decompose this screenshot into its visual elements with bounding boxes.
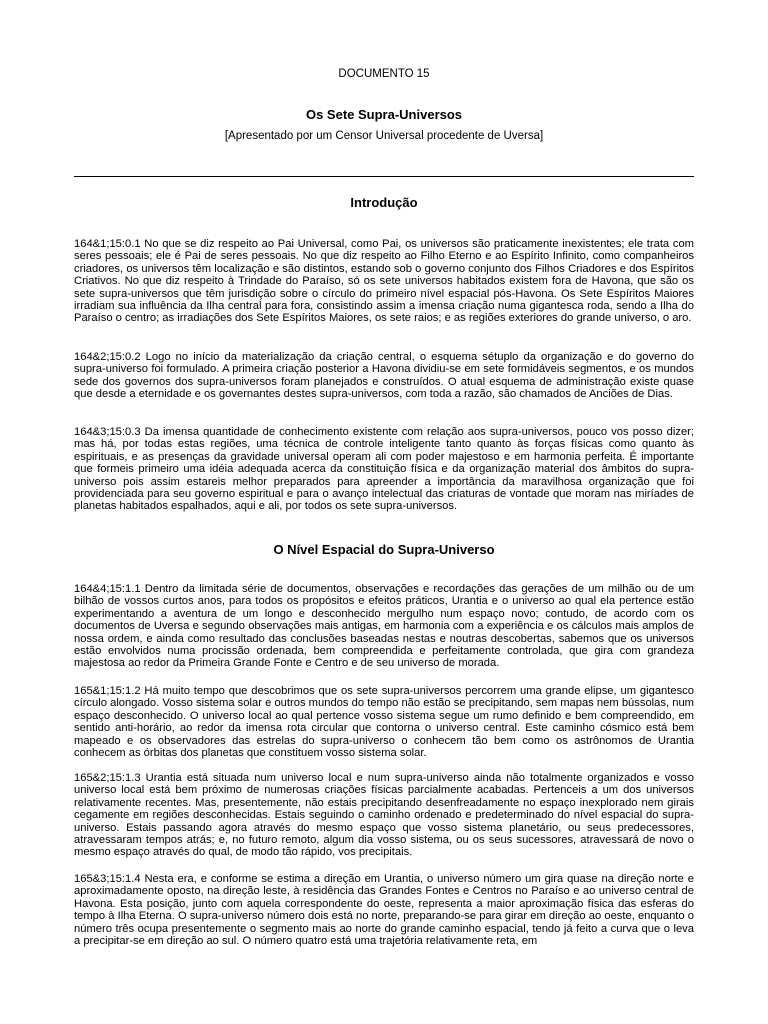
section-heading-introduction: Introdução xyxy=(350,195,418,210)
paragraph-15-1-4: 165&3;15:1.4 Nesta era, e conforme se estima a direção em Urantia, o universo número um gira quase na direção norte e aproximadamente oposto, na direção leste, à residência das Grandes Fontes e Centros no Paraíso e ao universo central de Havona. Esta posição, junto com aquela correspondente do oeste, representa a maior aproximação física das esferas do tempo à Ilha Eterna. O supra-universo número dois está no norte, preparando-se para girar em direção ao oeste, enquanto o número três ocupa presentemente o segmento mais ao norte do grande caminho espacial, tendo já feito a curva que o leva a precipitar-se em direção ao sul. O número quatro está uma trajetória relativamente reta, em xyxy=(74,873,694,948)
paragraph-15-1-2: 165&1;15:1.2 Há muito tempo que descobrimos que os sete supra-universos percorrem uma grande elipse, um gigantesco círculo alongado. Vosso sistema solar e outros mundos do tempo não estão se precipitando, sem mapas nem bússolas, num espaço desconhecido. O universo local ao qual pertence vosso sistema segue um rumo definido e bem compreendido, em sentido anti-horário, ao redor da imensa rota circular que contorna o universo central. Este caminho cósmico está bem mapeado e os observadores das estrelas do supra-universo o conhecem tão bem como os astrônomos de Urantia conhecem as órbitas dos planetas que constituem vosso sistema solar. xyxy=(74,685,694,760)
document-title: Os Sete Supra-Universos xyxy=(305,107,463,122)
paragraph-15-1-3: 165&2;15:1.3 Urantia está situada num universo local e num supra-universo ainda não totalmente organizados e vosso universo local está bem próximo de numerosas criações físicas parcialmente acabadas. Pertenceis a um dos universos relativamente recentes. Mas, presentemente, não estais precipitando desenfreadamente no espaço inexplorado nem girais cegamente em regiões desconhecidas. Estais seguindo o caminho ordenado e predeterminado do nível espacial do supra-universo. Estais passando agora através do mesmo espaço que vosso sistema planetário, ou seus predecessores, atravessaram tempos atrás; e, no futuro remoto, algum dia vosso sistema, ou os seus sucessores, atravessará de novo o mesmo espaço através do qual, de modo tão rápido, vos precipitais. xyxy=(74,772,694,859)
section-heading-space-level: O Nível Espacial do Supra-Universo xyxy=(273,542,495,557)
horizontal-divider xyxy=(74,176,694,177)
paragraph-15-0-3: 164&3;15:0.3 Da imensa quantidade de conhecimento existente com relação aos supra-universos, pouco vos posso dizer; mas há, por todas estas regiões, uma técnica de controle inteligente tanto quanto às forças físicas como quanto às espirituais, e as presenças da gravidade universal operam ali com poder majestoso e em harmonia perfeita. É importante que formeis primeiro uma idéia adequada acerca da constituição física e da organização material dos âmbitos do supra-universo pois assim estareis melhor preparados para apreender a importância da maravilhosa organização que foi providenciada para seu governo espiritual e para o avanço intelectual das criaturas de vontade que moram nas miríades de planetas habitados espalhados, aqui e ali, por todos os sete supra-universos. xyxy=(74,426,694,513)
paragraph-15-0-1: 164&1;15:0.1 No que se diz respeito ao Pai Universal, como Pai, os universos são praticamente inexistentes; ele trata com seres pessoais; ele é Pai de seres pessoais. No que diz respeito ao Filho Eterno e ao Espírito Infinito, como companheiros criadores, os universos têm localização e são distintos, estando sob o governo conjunto dos Filhos Criadores e dos Espíritos Criativos. No que diz respeito à Trindade do Paraíso, só os sete universos habitados existem fora de Havona, que são os sete supra-universos que têm jurisdição sobre o círculo do primeiro nível espacial pós-Havona. Os Sete Espíritos Maiores irradiam sua influência da Ilha central para fora, consistindo assim a imensa criação numa gigantesca roda, sendo a Ilha do Paraíso o centro; as irradiações dos Sete Espíritos Maiores, os sete raios; e as regiões exteriores do grande universo, o aro. xyxy=(74,238,694,325)
paragraph-15-1-1: 164&4;15:1.1 Dentro da limitada série de documentos, observações e recordações das gerações de um milhão ou de um bilhão de vossos curtos anos, para todos os propósitos e efeitos práticos, Urantia e o universo ao qual ela pertence estão experimentando a aventura de um longo e desconhecido mergulho num espaço novo; contudo, de acordo com os documentos de Uversa e segundo observações mais antigas, em harmonia com a experiência e os cálculos mais amplos de nossa ordem, e ainda como resultado das conclusões baseadas nestas e noutras descobertas, sabemos que os universos estão envolvidos numa procissão ordenada, bem compreendida e perfeitamente controlada, que gira com grandeza majestosa ao redor da Primeira Grande Fonte e Centro e de seu universo de morada. xyxy=(74,583,694,670)
document-subtitle: [Apresentado por um Censor Universal procedente de Uversa] xyxy=(224,130,544,142)
paragraph-15-0-2: 164&2;15:0.2 Logo no início da materialização da criação central, o esquema sétuplo da organização e do governo do supra-universo foi formulado. A primeira criação posterior a Havona dividiu-se em sete formidáveis segmentos, e os mundos sede dos governos dos supra-universos foram planejados e construídos. O atual esquema de administração existe quase que desde a eternidade e os governantes destes supra-universos, com toda a razão, são chamados de Anciões de Dias. xyxy=(74,351,694,401)
document-number: DOCUMENTO 15 xyxy=(338,68,430,80)
